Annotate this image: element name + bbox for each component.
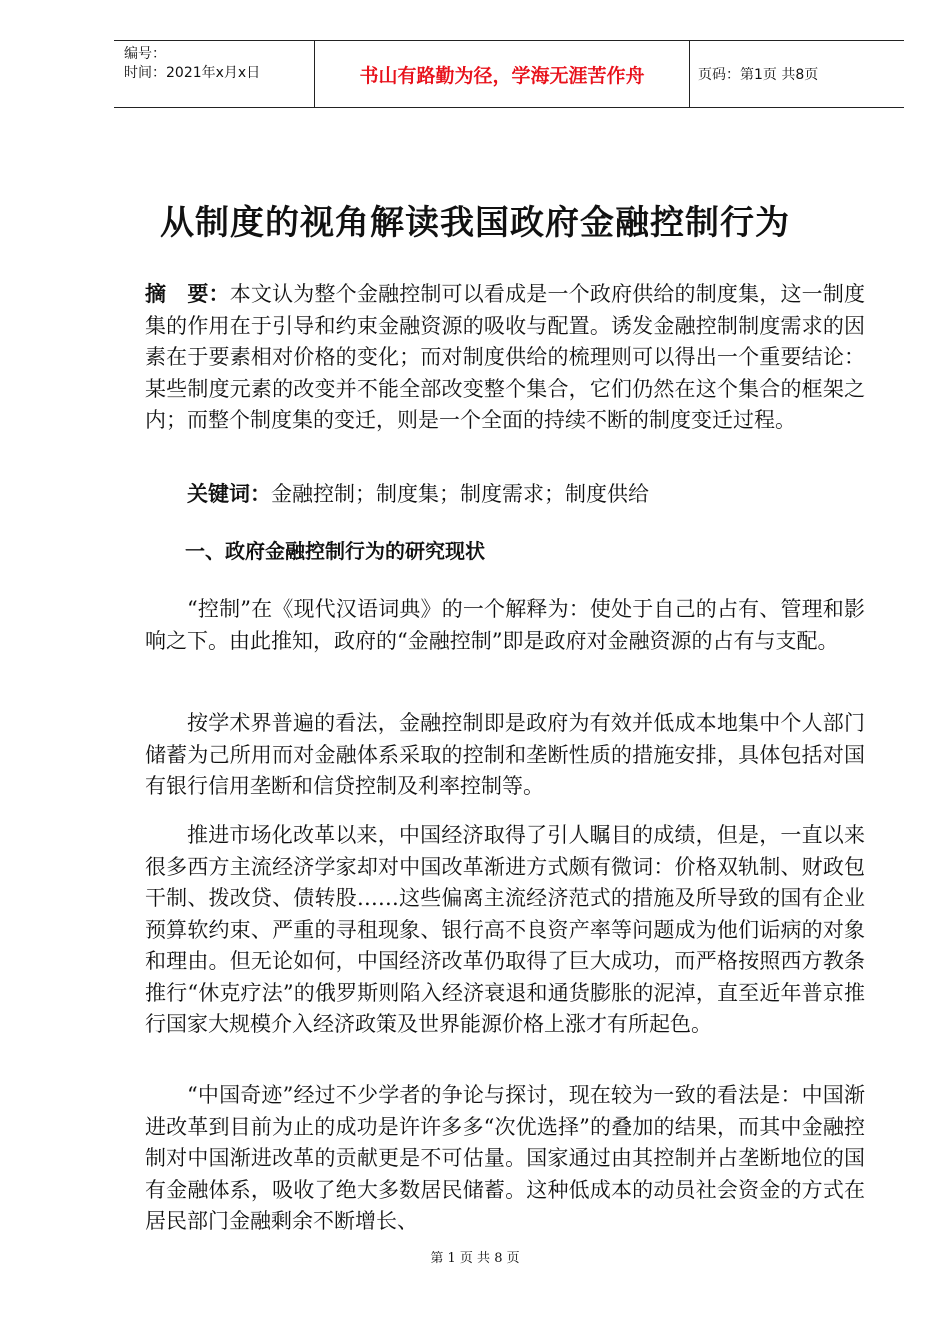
paragraph-text: “控制”在《现代汉语词典》的一个解释为：使处于自己的占有、管理和影响之下。由此推知，政府的“金融控制”即是政府对金融资源的占有与支配。: [145, 597, 865, 653]
header-meta-cell: [114, 41, 315, 107]
paragraph-text: “中国奇迹”经过不少学者的争论与探讨，现在较为一致的看法是：中国渐进改革到目前为止的成功是许许多多“次优选择”的叠加的结果，而其中金融控制对中国渐进改革的贡献更是不可估量。国家通过由其控制并占垄断地位的国有金融体系，吸收了绝大多数居民储蓄。这种低成本的动员社会资金的方式在居民部门金融剩余不断增长、: [145, 1083, 865, 1233]
abstract-label: 摘 要：: [145, 282, 230, 306]
keywords-paragraph: [145, 479, 865, 511]
body-paragraph-4: [145, 1080, 865, 1238]
header-table: [114, 40, 904, 108]
body-paragraph-3: [145, 820, 865, 1041]
keywords-text: 金融控制；制度集；制度需求；制度供给: [271, 482, 649, 506]
body-paragraph-1: [145, 594, 865, 657]
abstract-block: [145, 279, 865, 437]
keywords-label: 关键词：: [187, 482, 271, 506]
section-heading-text: 一、政府金融控制行为的研究现状: [185, 539, 485, 563]
paragraph-text: 按学术界普遍的看法，金融控制即是政府为有效并低成本地集中个人部门储蓄为己所用而对金融体系采取的控制和垄断性质的措施安排，具体包括对国有银行信用垄断和信贷控制及利率控制等。: [145, 711, 865, 798]
time-label: 时间：2021年x月x日: [124, 65, 261, 81]
section-heading: [145, 536, 865, 568]
abstract-paragraph: [145, 279, 865, 437]
abstract-text: 本文认为整个金融控制可以看成是一个政府供给的制度集，这一制度集的作用在于引导和约束金融资源的吸收与配置。诱发金融控制制度需求的因素在于要素相对价格的变化；而对制度供给的梳理则可以得出一个重要结论：某些制度元素的改变并不能全部改变整个集合，它们仍然在这个集合的框架之内；而整个制度集的变迁，则是一个全面的持续不断的制度变迁过程。: [145, 282, 866, 432]
document-title: 从制度的视角解读我国政府金融控制行为: [160, 203, 790, 243]
keywords-block: [145, 479, 865, 511]
body-paragraph-2: [145, 708, 865, 803]
number-label: 编号：: [124, 46, 166, 62]
paragraph-text: 推进市场化改革以来，中国经济取得了引人瞩目的成绩，但是，一直以来很多西方主流经济学家却对中国改革渐进方式颇有微词：价格双轨制、财政包干制、拨改贷、债转股……这些偏离主流经济范式的措施及所导致的国有企业预算软约束、严重的寻租现象、银行高不良资产率等问题成为他们诟病的对象和理由。但无论如何，中国经济改革仍取得了巨大成功，而严格按照西方教条推行“休克疗法”的俄罗斯则陷入经济衰退和通货膨胀的泥淖，直至近年普京推行国家大规模介入经济政策及世界能源价格上涨才有所起色。: [145, 823, 865, 1036]
header-motto: 书山有路勤为径，学海无涯苦作舟: [315, 41, 690, 107]
page-footer: 第 1 页 共 8 页: [430, 1251, 520, 1266]
header-page-info: 页码：第1页 共8页: [698, 67, 819, 83]
